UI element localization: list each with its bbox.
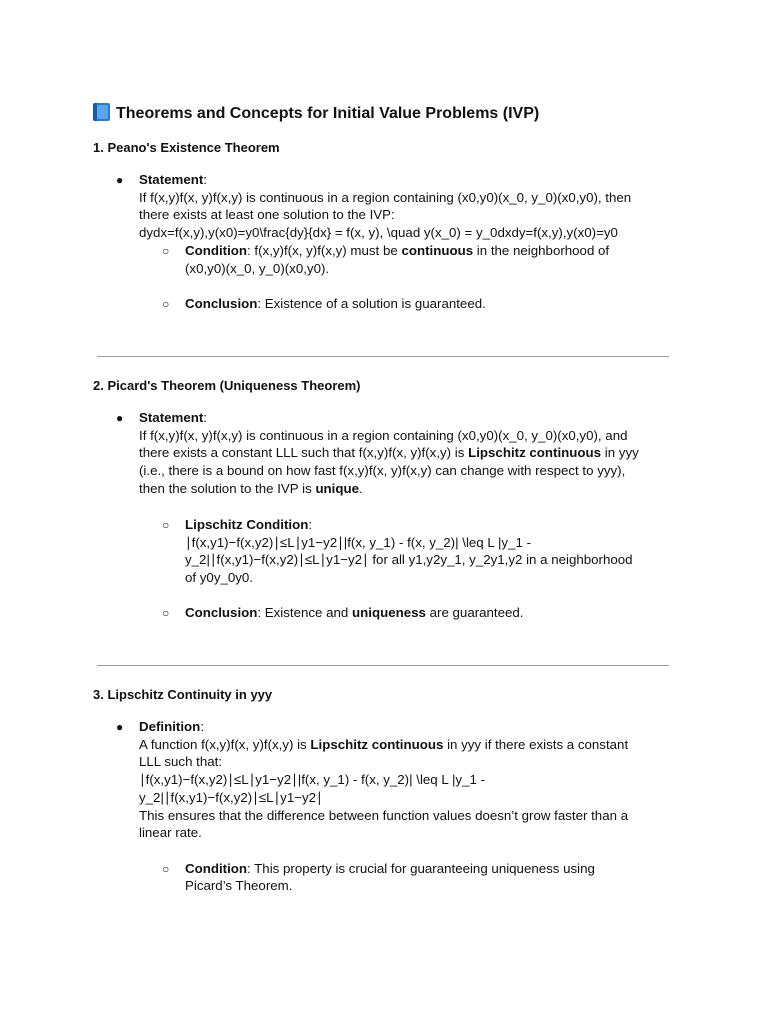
lipschitz-text: y_2|∣f(x,y1)−f(x,y2)∣≤L∣y1−y2∣ for all y1,y2y_1, y_2y1,y2 in a neighborhood [185, 552, 633, 567]
statement-text: there exists at least one solution to the IVP: [139, 207, 395, 222]
definition-text [139, 736, 679, 754]
bullet-circle: ○ [162, 518, 170, 532]
section-heading-lipschitz: 3. Lipschitz Continuity in yyy [93, 687, 273, 702]
statement-text: (i.e., there is a bound on how fast f(x,y)f(x, y)f(x,y) can change with respect to yyy), [139, 463, 626, 478]
definition-label: Definition [139, 719, 201, 734]
bullet-circle: ○ [162, 297, 170, 311]
conclusion-text [185, 604, 680, 622]
definition-pre: A function f(x,y)f(x, y)f(x,y) is [139, 737, 311, 752]
statement-text: If f(x,y)f(x, y)f(x,y) is continuous in a region containing (x0,y0)(x_0, y_0)(x0,y0), and [139, 428, 628, 443]
statement-pre: then the solution to the IVP is [139, 481, 316, 496]
condition-text [185, 860, 680, 878]
definition-label-line: Definition: [139, 719, 205, 734]
condition-bold: continuous [401, 243, 474, 258]
section-heading-peano: 1. Peano's Existence Theorem [93, 140, 280, 155]
definition-equation: ∣f(x,y1)−f(x,y2)∣≤L∣y1−y2∣|f(x, y_1) - f(x, y_2)| \leq L |y_1 - [139, 772, 485, 787]
definition-text: linear rate. [139, 825, 202, 840]
condition-label: Condition [185, 243, 248, 258]
conclusion-label: Conclusion [185, 605, 258, 620]
definition-post: in yyy if there exists a constant [443, 737, 629, 752]
statement-pre: there exists a constant LLL such that f(x,y)f(x, y)f(x,y) is [139, 445, 469, 460]
horizontal-divider [97, 665, 669, 666]
lipschitz-text: of y0y_0y0. [185, 570, 254, 585]
statement-post: in yyy [601, 445, 639, 460]
bullet-circle: ○ [162, 244, 170, 258]
conclusion-post: are guaranteed. [425, 605, 524, 620]
lipschitz-label: Lipschitz Condition [185, 517, 309, 532]
lipschitz-colon: : [308, 517, 313, 532]
condition-label: Condition [185, 861, 248, 876]
statement-bold: unique [315, 481, 360, 496]
statement-text [139, 480, 679, 498]
statement-label: Statement [139, 410, 204, 425]
bullet-circle: ○ [162, 862, 170, 876]
document-title-text: Theorems and Concepts for Initial Value Problems (IVP) [116, 105, 540, 122]
conclusion-text [185, 295, 680, 313]
statement-text: If f(x,y)f(x, y)f(x,y) is continuous in a region containing (x0,y0)(x_0, y_0)(x0,y0), then [139, 190, 632, 205]
bullet-circle: ○ [162, 606, 170, 620]
horizontal-divider [97, 356, 669, 357]
conclusion-bold: uniqueness [352, 605, 426, 620]
definition-text: LLL such that: [139, 754, 223, 769]
statement-bold: Lipschitz continuous [468, 445, 602, 460]
conclusion-label: Conclusion [185, 296, 258, 311]
definition-bold: Lipschitz continuous [310, 737, 444, 752]
condition-post: in the neighborhood of [473, 243, 610, 258]
blue-book-icon [93, 103, 110, 121]
conclusion-body: : Existence of a solution is guaranteed. [257, 296, 486, 311]
bullet-disc: ● [116, 411, 124, 425]
condition-text-line2: (x0,y0)(x_0, y_0)(x0,y0). [185, 261, 330, 276]
statement-label-line: Statement: [139, 410, 207, 425]
lipschitz-text: ∣f(x,y1)−f(x,y2)∣≤L∣y1−y2∣|f(x, y_1) - f(x, y_2)| \leq L |y_1 - [185, 535, 531, 550]
statement-label: Statement [139, 172, 204, 187]
lipschitz-label-line [185, 516, 680, 534]
section-heading-picard: 2. Picard's Theorem (Uniqueness Theorem) [93, 378, 361, 393]
condition-body: : This property is crucial for guaranteeing uniqueness using [247, 861, 595, 876]
definition-text: This ensures that the difference between function values doesn’t grow faster than a [139, 808, 629, 823]
condition-pre: : f(x,y)f(x, y)f(x,y) must be [247, 243, 402, 258]
bullet-disc: ● [116, 720, 124, 734]
condition-text [185, 242, 680, 260]
document-title [93, 103, 539, 125]
condition-text-line2: Picard’s Theorem. [185, 878, 293, 893]
bullet-disc: ● [116, 173, 124, 187]
statement-post: . [359, 481, 363, 496]
statement-text [139, 444, 679, 462]
statement-equation: dydx=f(x,y),y(x0)=y0\frac{dy}{dx} = f(x, y), \quad y(x_0) = y_0dxdy=f(x,y),y(x0)=y0 [139, 225, 618, 240]
definition-equation: y_2|∣f(x,y1)−f(x,y2)∣≤L∣y1−y2∣ [139, 790, 323, 805]
statement-label-line: Statement: [139, 172, 207, 187]
conclusion-pre: : Existence and [257, 605, 353, 620]
